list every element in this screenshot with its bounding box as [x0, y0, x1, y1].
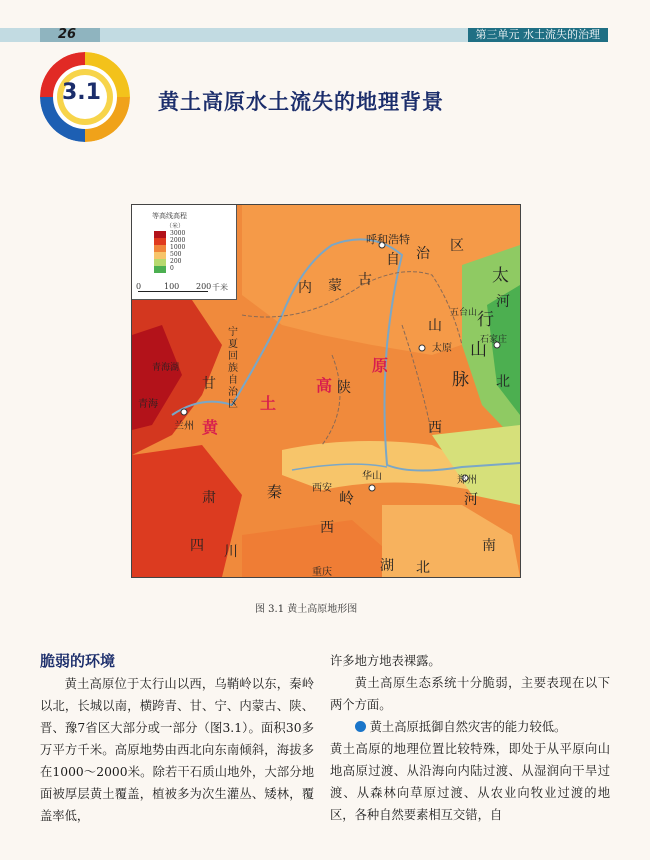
label-huashan: 华山 — [362, 471, 382, 482]
right-column — [330, 650, 610, 826]
region-taihang-1: 太 — [492, 266, 509, 286]
loess-char-2: 土 — [260, 394, 277, 413]
ningxia-char-6: 治 — [228, 387, 238, 398]
region-shanxi-1: 山 — [428, 318, 442, 334]
legend-label-2000: 2000 — [170, 237, 186, 244]
right-paragraph-2: 黄土高原的地理位置比较特殊，即处于从平原向山地高原过渡、从沿海向内陆过渡、从湿润向干旱过渡、从森林向草原过渡、从农业向牧业过渡的地区，各种自然要素相互交错，自 — [330, 742, 610, 822]
region-inner-mongolia-5: 治 — [416, 246, 430, 262]
region-taihang-4: 脉 — [452, 370, 469, 390]
legend-swatch-200 — [154, 259, 166, 266]
ningxia-char-5: 自 — [228, 375, 238, 386]
region-inner-mongolia-6: 区 — [450, 238, 464, 254]
legend-swatch-0 — [154, 266, 166, 273]
legend-label-500: 500 — [170, 251, 182, 258]
region-shanxi-2: 西 — [428, 420, 442, 436]
loess-plateau-map — [131, 204, 521, 578]
region-henan-1: 河 — [464, 492, 478, 508]
right-line-1: 许多地方地表裸露。 — [330, 654, 441, 668]
region-gansu-2: 肃 — [202, 490, 216, 506]
scale-100: 100 — [164, 282, 180, 291]
bullet-icon — [355, 721, 366, 732]
label-lanzhou: 兰州 — [174, 421, 194, 432]
left-paragraph: 黄土高原位于太行山以西，乌鞘岭以东，秦岭以北，长城以南，横跨青、甘、宁、内蒙古、陕、晋、豫7省区大部分或一部分（图3.1）。面积30多万平方千米。高原地势由西北向东南倾斜，海拔多在1000～2000米。除若干石质山地外，大部分地面被厚层黄土覆盖，植被多为次生灌丛、矮林，覆盖率低， — [40, 677, 314, 823]
region-inner-mongolia-1: 内 — [298, 280, 312, 296]
legend-swatch-500 — [154, 252, 166, 259]
bullet-line — [330, 716, 610, 738]
scale-0: 0 — [136, 282, 142, 291]
scale-unit: 千米 — [212, 283, 228, 292]
region-hebei-2: 北 — [496, 374, 510, 390]
legend-label-1000: 1000 — [170, 244, 186, 251]
region-hubei-2: 北 — [416, 560, 430, 576]
right-paragraph-1: 黄土高原生态系统十分脆弱，主要表现在以下两个方面。 — [330, 676, 610, 712]
region-sichuan-1: 四 — [190, 538, 204, 554]
region-gansu-1: 甘 — [202, 376, 216, 392]
ningxia-char-4: 族 — [228, 363, 238, 374]
loess-char-1: 黄 — [202, 418, 219, 437]
ningxia-char-7: 区 — [228, 399, 238, 410]
page-number-box — [40, 28, 100, 42]
region-inner-mongolia-3: 古 — [358, 272, 372, 288]
label-wutai: 五台山 — [450, 308, 478, 318]
legend-label-0: 0 — [170, 265, 174, 272]
label-shijiazhuang: 石家庄 — [480, 335, 508, 345]
legend-label-200: 200 — [170, 258, 182, 265]
ningxia-char-3: 回 — [228, 351, 238, 362]
label-zhengzhou: 郑州 — [457, 475, 477, 486]
figure-caption: 图 3.1 黄土高原地形图 — [255, 604, 358, 615]
loess-char-3: 高 — [316, 376, 333, 395]
region-taihang-3: 山 — [470, 340, 487, 360]
bullet-title: 黄土高原抵御自然灾害的能力较低。 — [369, 720, 567, 734]
legend-label-3000: 3000 — [170, 230, 186, 237]
legend-swatch-2000 — [154, 238, 166, 245]
legend-swatch-3000 — [154, 231, 166, 238]
unit-title: 第三单元 水土流失的治理 — [468, 28, 609, 42]
scale-200: 200 — [196, 282, 212, 291]
region-qinling-2: 岭 — [339, 489, 355, 507]
region-sichuan-2: 川 — [224, 544, 238, 560]
label-chongqing: 重庆 — [312, 567, 332, 578]
region-taihang-2: 行 — [477, 310, 494, 330]
loess-char-4: 原 — [372, 356, 389, 375]
map-legend — [132, 205, 237, 300]
region-inner-mongolia-2: 蒙 — [328, 278, 342, 294]
page-number: 26 — [58, 27, 77, 42]
region-qinghai: 青海 — [138, 399, 158, 410]
label-taiyuan: 太原 — [432, 343, 452, 354]
label-hohhot: 呼和浩特 — [366, 233, 410, 246]
region-hubei-1: 湖 — [380, 558, 394, 574]
legend-swatch-1000 — [154, 245, 166, 252]
region-shaanxi-2: 西 — [320, 520, 334, 536]
region-hebei-1: 河 — [496, 294, 510, 310]
scale-bar — [138, 291, 208, 292]
section-number: 3.1 — [62, 80, 101, 105]
legend-title: 等高线高程 — [152, 212, 187, 220]
region-qinling-1: 秦 — [267, 483, 283, 501]
region-inner-mongolia-4: 自 — [386, 252, 400, 268]
ningxia-char-1: 宁 — [228, 327, 238, 338]
section-heading: 脆弱的环境 — [40, 652, 116, 670]
region-ningxia — [228, 327, 238, 411]
label-qinghai-lake: 青海湖 — [152, 363, 180, 373]
ningxia-char-2: 夏 — [228, 339, 238, 350]
legend-unit: （米） — [166, 223, 185, 230]
label-xian: 西安 — [312, 483, 332, 494]
region-shaanxi-1: 陕 — [337, 380, 351, 396]
section-title: 黄土高原水土流失的地理背景 — [158, 89, 444, 114]
region-henan-2: 南 — [482, 538, 496, 554]
